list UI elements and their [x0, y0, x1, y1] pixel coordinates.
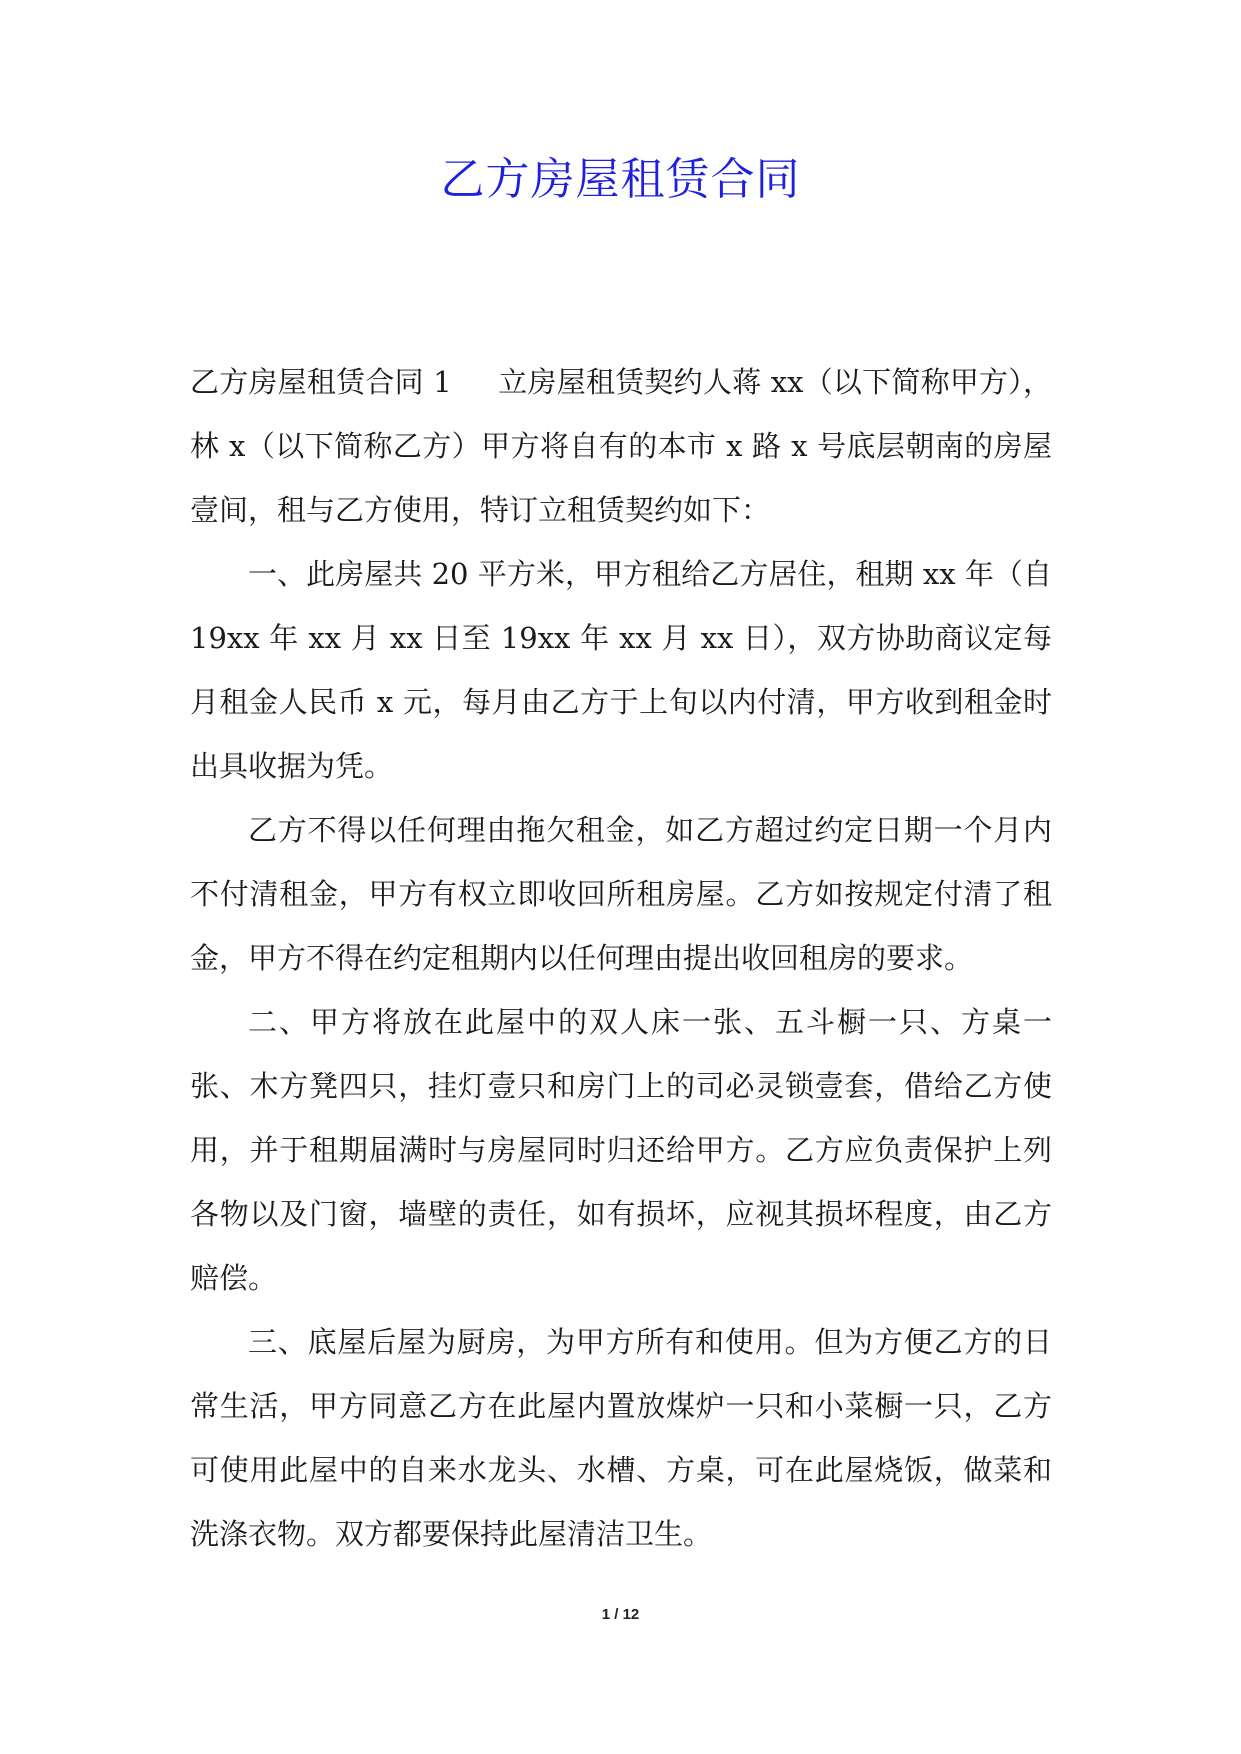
document-body	[190, 350, 1052, 1566]
intro-text: 立房屋租赁契约人蒋 xx（以下简称甲方），林 x（以下简称乙方）甲方将自有的本市 x 路 x 号底层朝南的房屋壹间，租与乙方使用，特订立租赁契约如下：	[190, 365, 1052, 527]
paragraph-rent-terms: 一、此房屋共 20 平方米，甲方租给乙方居住，租期 xx 年（自 19xx 年 xx 月 xx 日至 19xx 年 xx 月 xx 日），双方协助商议定每月租金人民币 x 元，每月由乙方于上旬以内付清，甲方收到租金时出具收据为凭。	[190, 557, 1052, 783]
paragraph-rent-arrears: 乙方不得以任何理由拖欠租金，如乙方超过约定日期一个月内不付清租金，甲方有权立即收回所租房屋。乙方如按规定付清了租金，甲方不得在约定租期内以任何理由提出收回租房的要求。	[190, 813, 1052, 975]
intro-heading: 乙方房屋租赁合同 1	[190, 365, 452, 399]
paragraph-kitchen: 三、底屋后屋为厨房，为甲方所有和使用。但为方便乙方的日常生活，甲方同意乙方在此屋内置放煤炉一只和小菜橱一只，乙方可使用此屋中的自来水龙头、水槽、方桌，可在此屋烧饭，做菜和洗涤衣物。双方都要保持此屋清洁卫生。	[190, 1325, 1052, 1551]
page-number: 1 / 12	[601, 1606, 640, 1623]
document-title: 乙方房屋租赁合同	[440, 154, 801, 205]
intro-paragraph	[190, 350, 1052, 542]
paragraph-furniture: 二、甲方将放在此屋中的双人床一张、五斗橱一只、方桌一张、木方凳四只，挂灯壹只和房门上的司必灵锁壹套，借给乙方使用，并于租期届满时与房屋同时归还给甲方。乙方应负责保护上列各物以及门窗，墙壁的责任，如有损坏，应视其损坏程度，由乙方赔偿。	[190, 1005, 1052, 1295]
